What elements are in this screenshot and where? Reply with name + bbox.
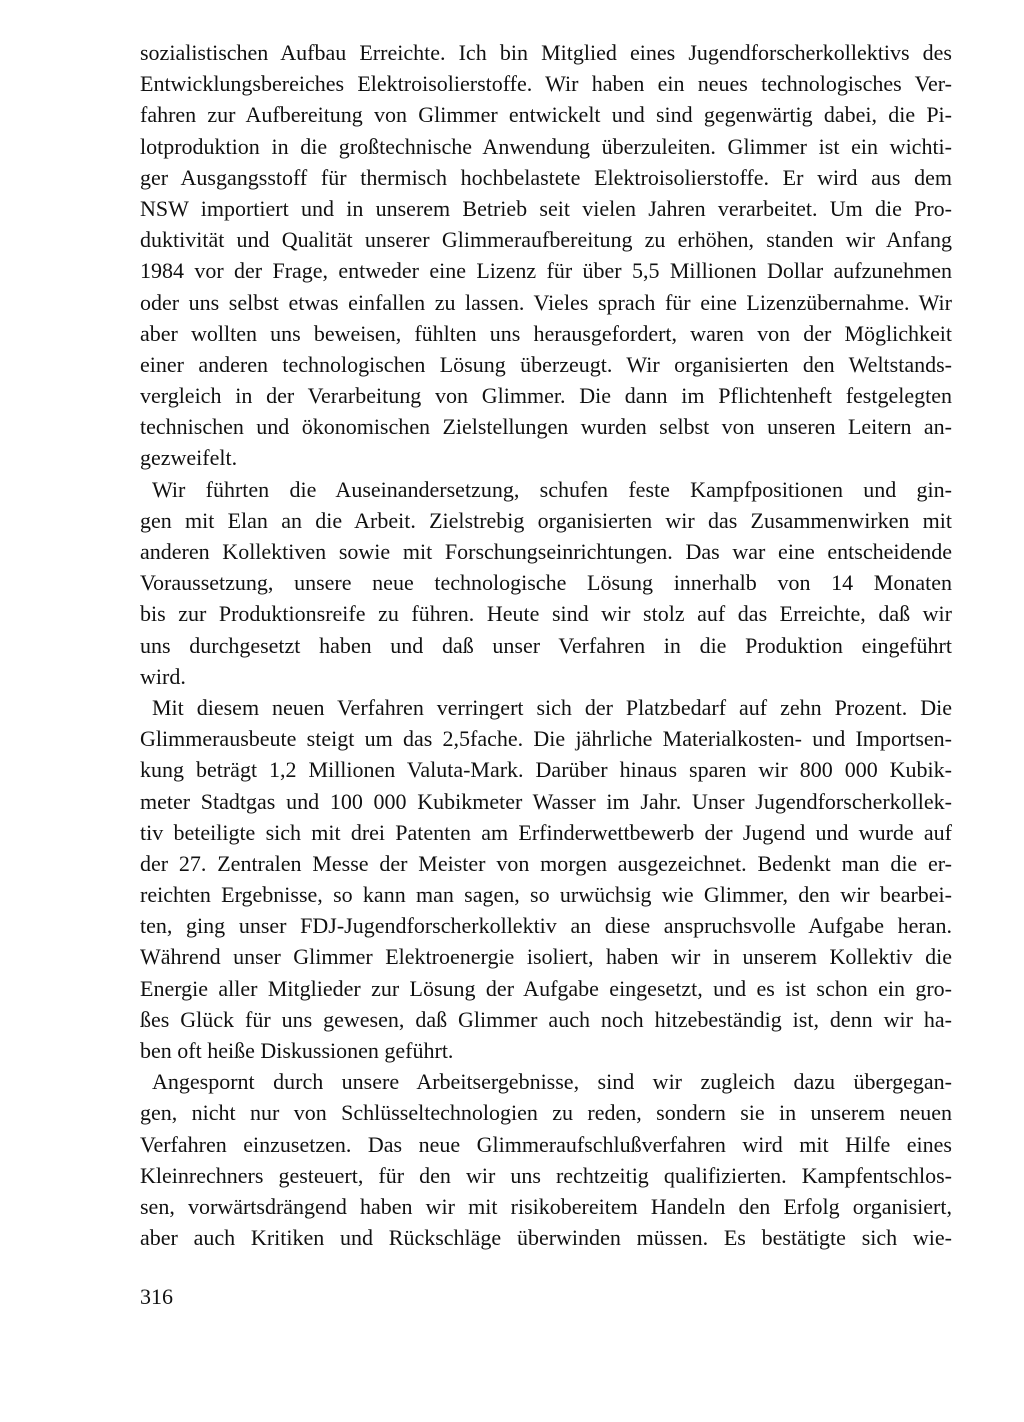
text-line: reichten Ergebnisse, so kann man sagen, so urwüchsig wie Glimmer, den wir bearbei-	[140, 882, 952, 908]
text-line: Entwicklungsbereiches Elektroisolierstoffe. Wir haben ein neues technologisches Ver-	[140, 71, 952, 97]
text-line: Kleinrechners gesteuert, für den wir uns rechtzeitig qualifizierten. Kampfentschlos-	[140, 1162, 952, 1188]
text-line: vergleich in der Verarbeitung von Glimmer. Die dann im Pflichtenheft festgelegten	[140, 383, 952, 409]
text-line: aber wollten uns beweisen, fühlten uns herausgefordert, waren von der Möglichkeit	[140, 320, 952, 346]
text-line: 1984 vor der Frage, entweder eine Lizenz für über 5,5 Millionen Dollar aufzunehmen	[140, 258, 952, 284]
body-text	[140, 37, 952, 1253]
text-line: meter Stadtgas und 100 000 Kubikmeter Wasser im Jahr. Unser Jugendforscherkollek-	[140, 788, 952, 814]
text-line: einer anderen technologischen Lösung überzeugt. Wir organisierten den Weltstands-	[140, 351, 952, 377]
text-line: Mit diesem neuen Verfahren verringert sich der Platzbedarf auf zehn Prozent. Die	[152, 694, 952, 720]
text-line: Voraussetzung, unsere neue technologische Lösung innerhalb von 14 Monaten	[140, 570, 952, 596]
text-line: gen, nicht nur von Schlüsseltechnologien zu reden, sondern sie in unserem neuen	[140, 1100, 952, 1126]
text-line: ger Ausgangsstoff für thermisch hochbelastete Elektroisolierstoffe. Er wird aus dem	[140, 164, 952, 190]
text-line: wird.	[140, 663, 186, 689]
text-line: ten, ging unser FDJ-Jugendforscherkollektiv an diese anspruchsvolle Aufgabe heran.	[140, 913, 952, 939]
text-line: tiv beteiligte sich mit drei Patenten am Erfinderwettbewerb der Jugend und wurde auf	[140, 819, 952, 845]
text-line: aber auch Kritiken und Rückschläge überwinden müssen. Es bestätigte sich wie-	[140, 1225, 952, 1251]
paragraph	[140, 1066, 952, 1253]
text-line: Während unser Glimmer Elektroenergie isoliert, haben wir in unserem Kollektiv die	[140, 944, 952, 970]
paragraph	[140, 37, 952, 474]
text-line: sen, vorwärtsdrängend haben wir mit risikobereitem Handeln den Erfolg organisiert,	[140, 1193, 952, 1219]
text-line: uns durchgesetzt haben und daß unser Verfahren in die Produktion eingeführt	[140, 632, 952, 658]
text-line: ßes Glück für uns gewesen, daß Glimmer auch noch hitzebeständig ist, denn wir ha-	[140, 1006, 952, 1032]
paragraph	[140, 474, 952, 692]
text-line: duktivität und Qualität unserer Glimmeraufbereitung zu erhöhen, standen wir Anfang	[140, 227, 952, 253]
text-line: gen mit Elan an die Arbeit. Zielstrebig organisierten wir das Zusammenwirken mit	[140, 507, 952, 533]
text-line: Energie aller Mitglieder zur Lösung der Aufgabe eingesetzt, und es ist schon ein gro-	[140, 975, 952, 1001]
page-number: 316	[140, 1284, 173, 1309]
text-line: Verfahren einzusetzen. Das neue Glimmeraufschlußverfahren wird mit Hilfe eines	[140, 1131, 952, 1157]
text-line: NSW importiert und in unserem Betrieb seit vielen Jahren verarbeitet. Um die Pro-	[140, 195, 952, 221]
text-line: sozialistischen Aufbau Erreichte. Ich bin Mitglied eines Jugendforscherkollektivs des	[140, 40, 952, 65]
text-line: lotproduktion in die großtechnische Anwendung überzuleiten. Glimmer ist ein wichti-	[140, 133, 952, 159]
text-line: ben oft heiße Diskussionen geführt.	[140, 1038, 454, 1063]
text-line: Wir führten die Auseinandersetzung, schufen feste Kampfpositionen und gin-	[152, 476, 952, 502]
text-line: anderen Kollektiven sowie mit Forschungseinrichtungen. Das war eine entscheidende	[140, 539, 952, 564]
text-line: technischen und ökonomischen Zielstellungen wurden selbst von unseren Leitern an-	[140, 414, 952, 440]
text-line: fahren zur Aufbereitung von Glimmer entwickelt und sind gegenwärtig dabei, die Pi-	[140, 102, 952, 128]
text-line: Glimmerausbeute steigt um das 2,5fache. Die jährliche Materialkosten- und Importsen-	[140, 726, 952, 752]
paragraph	[140, 692, 952, 1066]
text-line: oder uns selbst etwas einfallen zu lassen. Vieles sprach für eine Lizenzübernahme. Wir	[140, 289, 952, 315]
text-line: der 27. Zentralen Messe der Meister von morgen ausgezeichnet. Bedenkt man die er-	[140, 850, 952, 876]
text-line: bis zur Produktionsreife zu führen. Heute sind wir stolz auf das Erreichte, daß wir	[140, 601, 952, 627]
text-line: gezweifelt.	[140, 445, 238, 471]
text-line: kung beträgt 1,2 Millionen Valuta-Mark. Darüber hinaus sparen wir 800 000 Kubik-	[140, 757, 952, 783]
text-line: Angespornt durch unsere Arbeitsergebnisse, sind wir zugleich dazu übergegan-	[152, 1069, 952, 1095]
